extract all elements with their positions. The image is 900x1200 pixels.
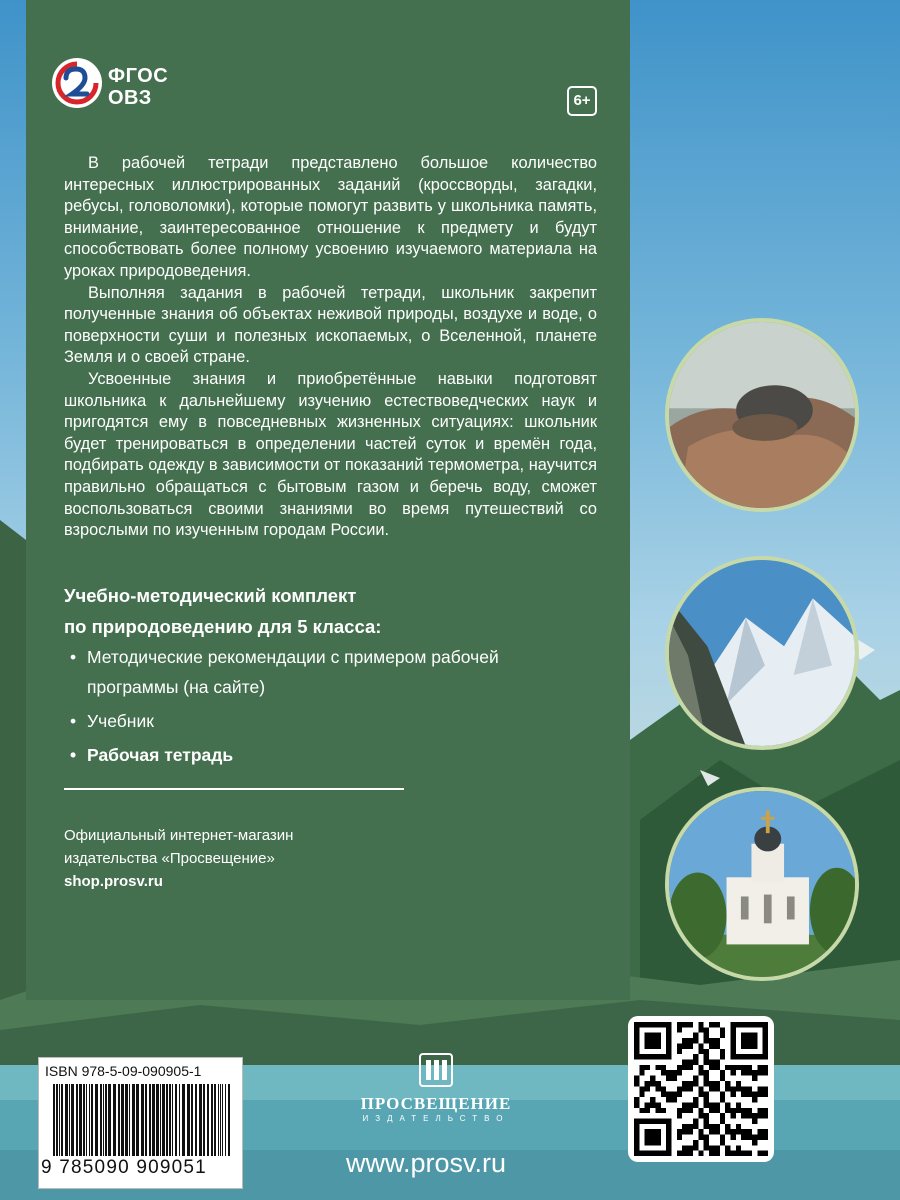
description-paragraph-1: В рабочей тетради представлено большое количество интересных иллюстрированных заданий (кроссворды, загадки, ребусы, головоломки), которые помогут развить у школьника память, внимание, заинтересованное отношение к предмету и будут способствовать более полному усвоению изучаемого материала на уроках природоведения. [64, 154, 597, 280]
description-paragraph-3: Усвоенные знания и приобретённые навыки подготовят школьника к дальнейшему изучению естествоведческих наук и пригодятся ему в повседневных жизненных ситуациях: школьник будет тренироваться в определении частей суток и времён года, подбирать одежду в зависимости от показаний термометра, научится правильно обращаться с бытовым газом и беречь воду, сможет воспользоваться своими знаниями во время путешествий со взрослыми по изученным городам России. [64, 369, 597, 540]
isbn-barcode [38, 1057, 243, 1189]
barcode-digits: 9 785090 909051 [41, 1157, 207, 1178]
qr-code-icon [634, 1022, 768, 1156]
kit-heading [64, 580, 381, 642]
age-rating-badge: 6+ [567, 86, 597, 116]
publisher-website-link[interactable]: www.prosv.ru [346, 1148, 507, 1178]
fgos-ovz-logo [52, 58, 172, 116]
shop-line-2: издательства «Просвещение» [64, 850, 275, 867]
publisher-logo [346, 1052, 526, 1128]
photo-snowy-mountains [665, 556, 859, 750]
barcode-icon [49, 1084, 234, 1156]
kit-list [70, 642, 587, 774]
publisher-subtitle: ИЗДАТЕЛЬСТВО [362, 1114, 510, 1123]
kit-item-textbook: • Учебник [70, 706, 587, 736]
photo-hands-with-soil [665, 318, 859, 512]
shop-line-1: Официальный интернет-магазин [64, 827, 294, 844]
isbn-label: ISBN 978-5-09-090905-1 [45, 1063, 202, 1079]
photo-white-church [665, 787, 859, 981]
publisher-name: ПРОСВЕЩЕНИЕ [360, 1094, 512, 1113]
shop-url-link[interactable]: shop.prosv.ru [64, 873, 163, 890]
kit-item-workbook: • Рабочая тетрадь [70, 740, 587, 770]
kit-heading-line-1: Учебно-методический комплект [64, 585, 357, 606]
fgos-label: ФГОС [108, 65, 169, 87]
description-text [64, 153, 597, 542]
fgos-ovz-text [108, 65, 168, 109]
shop-info [64, 824, 293, 893]
kit-heading-line-2: по природоведению для 5 класса: [64, 616, 382, 637]
fgos-emblem-icon [52, 58, 102, 108]
ovz-label: ОВЗ [108, 87, 152, 109]
qr-code[interactable] [628, 1016, 774, 1162]
divider-line [64, 788, 404, 790]
kit-item-methodical: • Методические рекомендации с примером рабочей программы (на сайте) [70, 642, 587, 702]
publisher-emblem-icon [418, 1052, 454, 1088]
description-paragraph-2: Выполняя задания в рабочей тетради, школьник закрепит полученные знания об объектах неживой природы, воздухе и воде, о поверхности суши и полезных ископаемых, о Вселенной, планете Земля и о своей стране. [64, 283, 597, 367]
